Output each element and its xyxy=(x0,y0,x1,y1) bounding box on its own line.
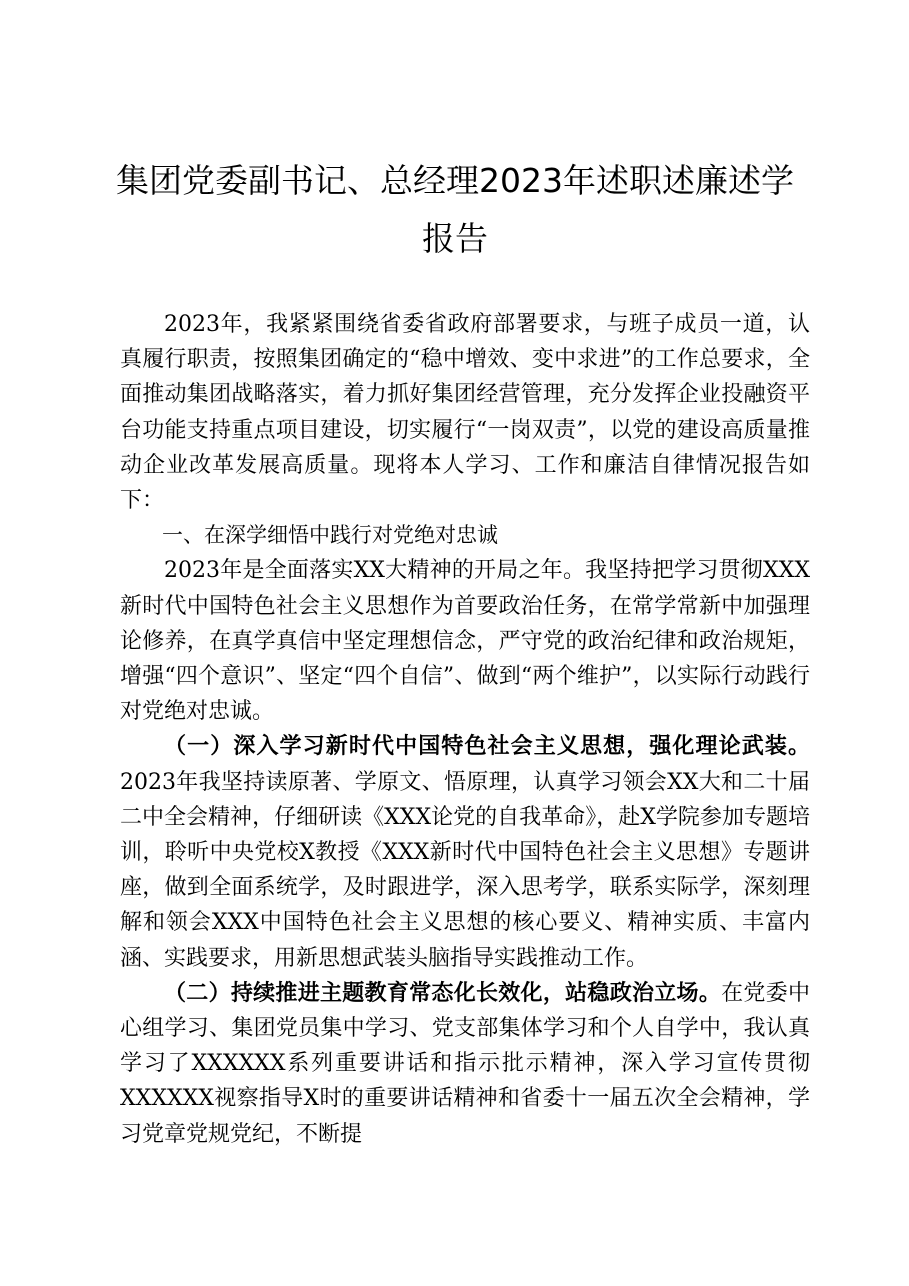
section-1-paragraph: 2023年是全面落实XX大精神的开局之年。我坚持把学习贯彻XXX新时代中国特色社会主义思想作为首要政治任务，在常学常新中加强理论修养，在真学真信中坚定理想信念，严守党的政治纪律和政治规矩，增强“四个意识”、坚定“四个自信”、做到“两个维护”，以实际行动践行对党绝对忠诚。 xyxy=(120,558,810,725)
document-title: 集团党委副书记、总经理2023年述职述廉述学报告 xyxy=(116,161,794,258)
intro-paragraph: 2023年，我紧紧围绕省委省政府部署要求，与班子成员一道，认真履行职责，按照集团确定的“稳中增效、变中求进”的工作总要求，全面推动集团战略落实，着力抓好集团经营管理，充分发挥企业投融资平台功能支持重点项目建设，切实履行“一岗双责”，以党的建设高质量推动企业改革发展高质量。现将本人学习、工作和廉洁自律情况报告如下： xyxy=(120,312,810,514)
subsection-2-lead: （二）持续推进主题教育常态化长效化，站稳政治立场。 xyxy=(164,979,722,1006)
document-body xyxy=(120,307,810,1152)
subsection-1-paragraph xyxy=(120,729,810,975)
section-heading-1: 一、在深学细悟中践行对党绝对忠诚 xyxy=(162,523,498,548)
subsection-1-text: 2023年我坚持读原著、学原文、悟原理，认真学习领会XX大和二十届二中全会精神，仔细研读《XXX论党的自我革命》，赴X学院参加专题培训，聆听中央党校X教授《XXX新时代中国特色社会主义思想》专题讲座，做到全面系统学，及时跟进学，深入思考学，联系实际学，深刻理解和领会XXX中国特色社会主义思想的核心要义、精神实质、丰富内涵、实践要求，用新思想武装头脑指导实践推动工作。 xyxy=(120,769,810,971)
subsection-2-text: 在党委中心组学习、集团党员集中学习、党支部集体学习和个人自学中，我认真学习了XXXXXX系列重要讲话和指示批示精神，深入学习宣传贯彻XXXXXX视察指导X时的重要讲话精神和省委十一届五次全会精神，学习党章党规党纪，不断提 xyxy=(120,980,810,1147)
subsection-2-paragraph xyxy=(120,976,810,1152)
subsection-1-lead: （一）深入学习新时代中国特色社会主义思想，强化理论武装。 xyxy=(164,733,810,760)
